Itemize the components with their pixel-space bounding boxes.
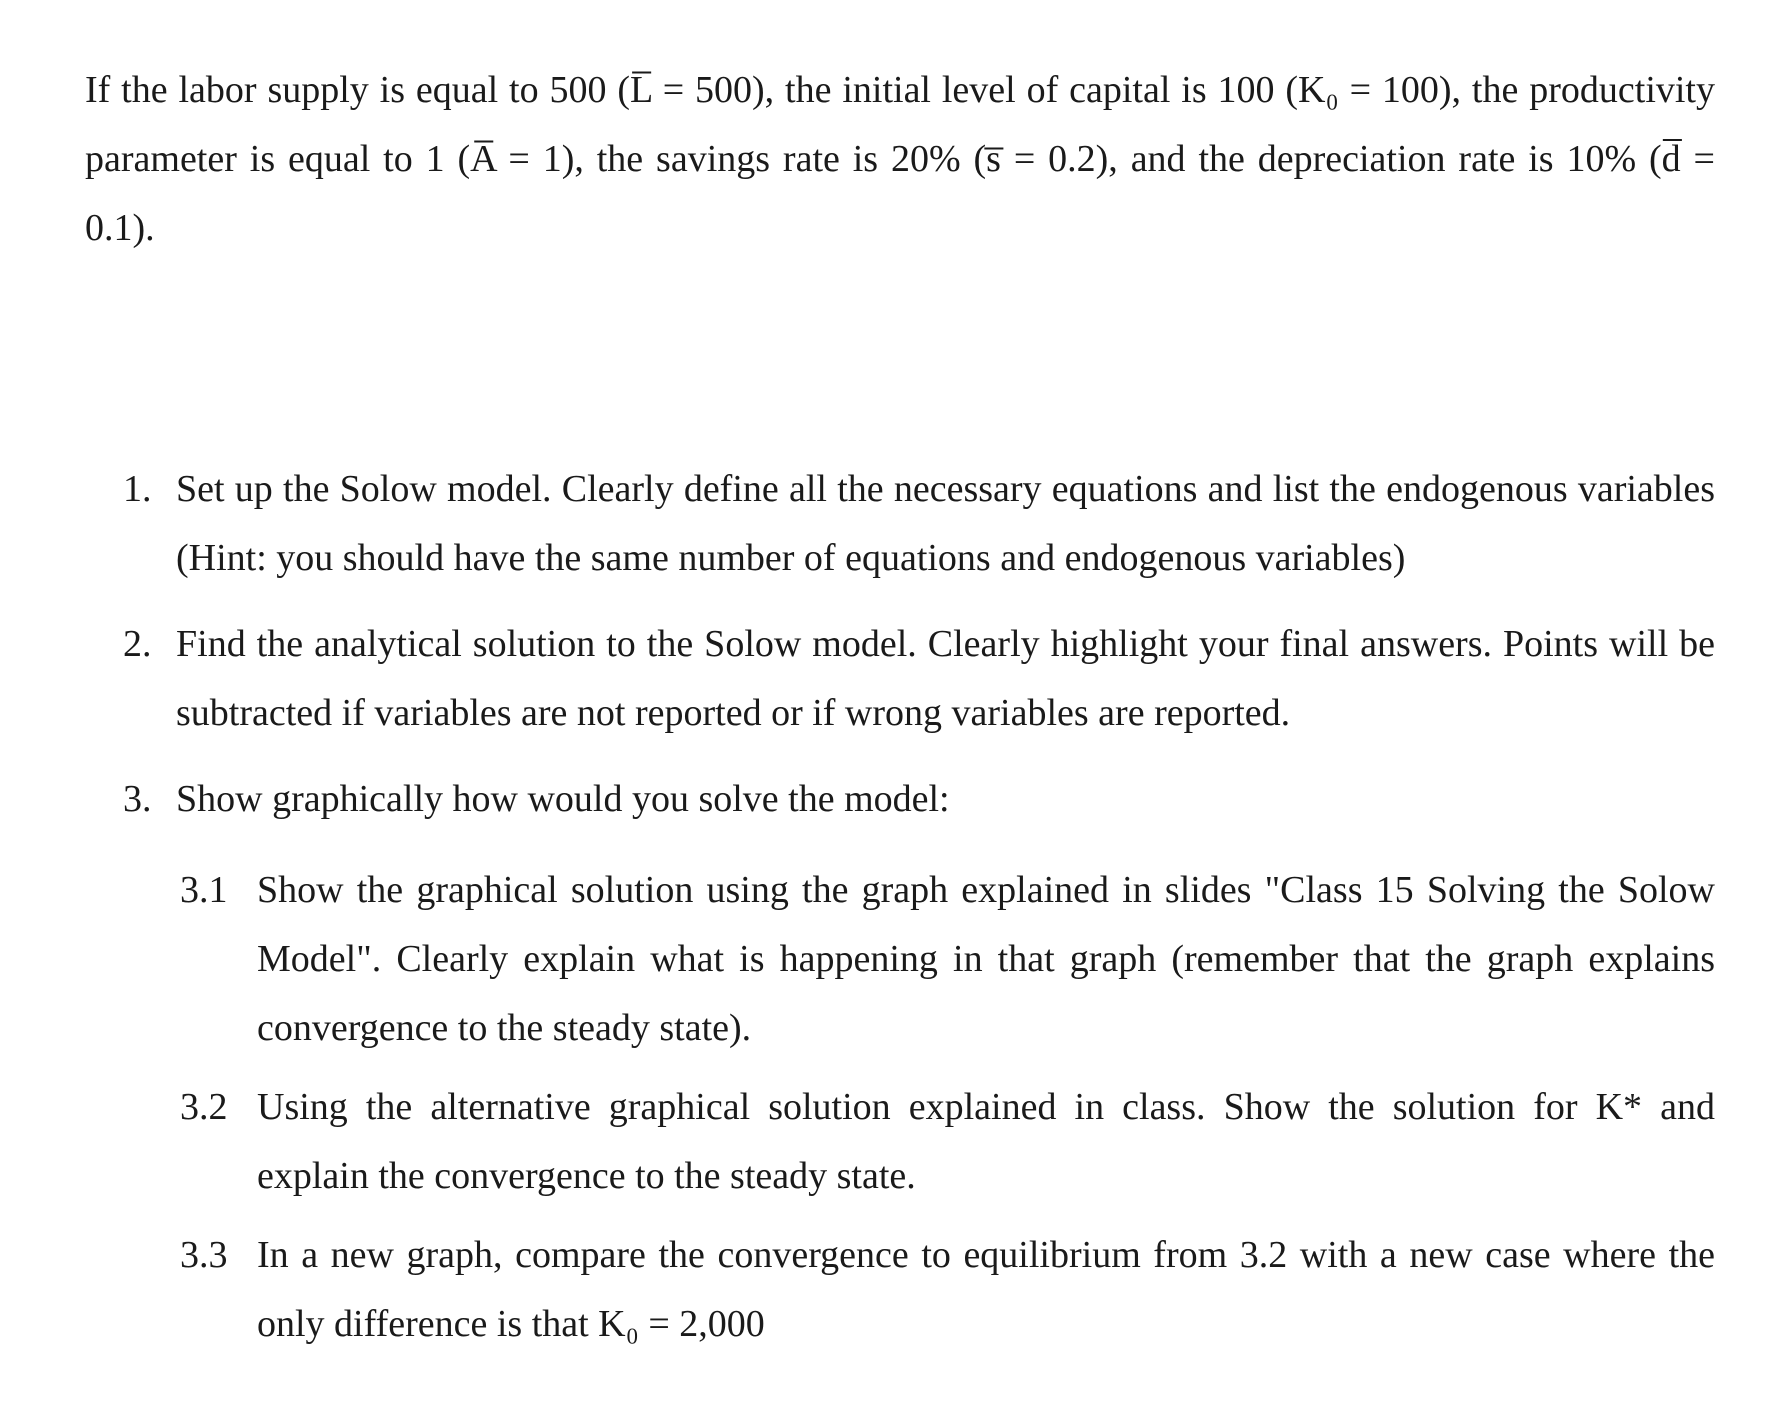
question-2 bbox=[85, 610, 1715, 748]
question-2-number: 2. bbox=[123, 623, 152, 665]
question-1-number: 1. bbox=[123, 468, 152, 510]
question-1 bbox=[85, 455, 1715, 593]
question-3-2 bbox=[85, 1073, 1715, 1211]
question-3-1-number: 3.1 bbox=[180, 869, 228, 911]
question-3-3-number: 3.3 bbox=[180, 1234, 228, 1276]
question-3-3-text: In a new graph, compare the convergence to equilibrium from 3.2 with a new case where the only difference is that K₀ = 2,000 bbox=[257, 1234, 1715, 1345]
question-3-number: 3. bbox=[123, 778, 152, 820]
document-page bbox=[85, 56, 1715, 1359]
question-3-2-number: 3.2 bbox=[180, 1086, 228, 1128]
question-3-1 bbox=[85, 856, 1715, 1063]
question-3-3 bbox=[85, 1221, 1715, 1359]
question-1-text: Set up the Solow model. Clearly define all the necessary equations and list the endogenous variables (Hint: you should have the same number of equations and endogenous variables) bbox=[176, 468, 1715, 579]
question-2-text: Find the analytical solution to the Solow model. Clearly highlight your final answers. Points will be subtracted if variables are not reported or if wrong variables are reported. bbox=[176, 623, 1715, 734]
question-3-1-text: Show the graphical solution using the graph explained in slides "Class 15 Solving the Solow Model". Clearly explain what is happening in that graph (remember that the graph explains convergence to the steady state). bbox=[257, 869, 1715, 1049]
question-3-text: Show graphically how would you solve the model: bbox=[176, 778, 950, 820]
question-3 bbox=[85, 765, 1715, 834]
intro-paragraph: If the labor supply is equal to 500 (L̅ = 500), the initial level of capital is 100 (K₀ = 100), the productivity parameter is equal to 1 (A̅ = 1), the savings rate is 20% (s̅ = 0.2), and the depreciation rate is 10% (d̅ = 0.1). bbox=[85, 69, 1715, 249]
question-3-2-text: Using the alternative graphical solution explained in class. Show the solution for K* and explain the convergence to the steady state. bbox=[257, 1086, 1715, 1197]
